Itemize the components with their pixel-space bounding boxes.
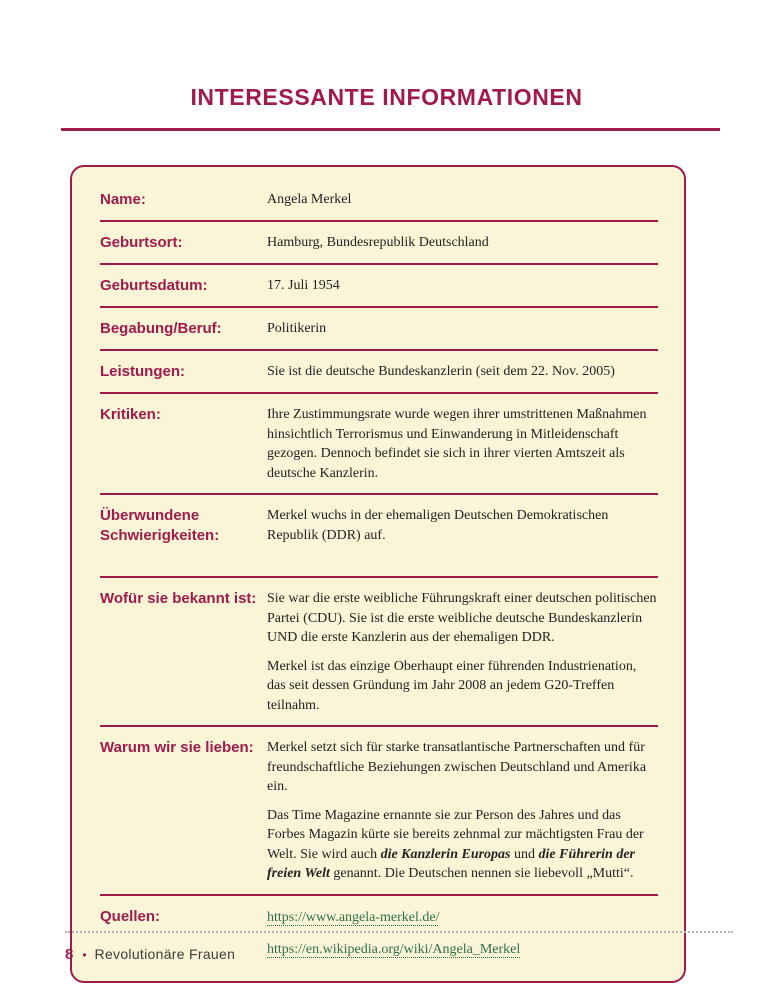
source-link[interactable]: https://www.angela-merkel.de/ xyxy=(267,909,440,925)
page-number: 8 xyxy=(65,946,74,963)
footer-bullet-icon: • xyxy=(82,948,87,962)
row-label: Name: xyxy=(100,191,146,208)
row-value xyxy=(267,188,658,210)
info-row xyxy=(100,308,658,351)
info-row xyxy=(100,222,658,265)
value-paragraph xyxy=(267,806,658,884)
info-row xyxy=(100,394,658,495)
value-paragraph: Merkel ist das einzige Oberhaupt einer führenden Industrienation, das seit dessen Gründung im Jahr 2008 an jedem G20-Treffen teilnahm. xyxy=(267,658,637,713)
row-label: Leistungen: xyxy=(100,363,185,380)
info-row xyxy=(100,578,658,727)
info-row xyxy=(100,495,658,578)
text-segment: Das Time Magazine ernannte sie zur Person des Jahres und das Forbes Magazin kürte sie bereits zehnmal zur mächtigsten Frau der Welt. Sie wird auch xyxy=(267,807,644,862)
book-title: Revolutionäre Frauen xyxy=(94,946,236,962)
info-row xyxy=(100,265,658,308)
row-value xyxy=(267,360,658,382)
emphasized-text: die Führerin der freien Welt xyxy=(267,846,635,881)
row-label: Wofür sie bekannt ist: xyxy=(100,590,257,607)
info-row xyxy=(100,351,658,394)
text-segment: genannt. Die Deutschen nennen sie liebevoll „Mutti“. xyxy=(329,866,634,881)
value-paragraph: Hamburg, Bundesrepublik Deutschland xyxy=(267,235,489,250)
source-link[interactable]: https://en.wikipedia.org/wiki/Angela_Merkel xyxy=(267,941,521,957)
row-value xyxy=(267,403,658,483)
page-footer xyxy=(65,931,733,963)
value-paragraph: Merkel setzt sich für starke transatlantische Partnerschaften und für freundschaftliche Beziehungen zwischen Deutschland und Amerika ein. xyxy=(267,740,647,794)
value-paragraph: Sie war die erste weibliche Führungskraft einer deutschen politischen Partei (CDU). Sie ist die erste weibliche deutsche Bundeskanzlerin UND die erste Kanzlerin aus der ehemaligen DDR. xyxy=(267,591,657,645)
row-value xyxy=(267,231,658,253)
info-card xyxy=(70,165,686,983)
page-title: INTERESSANTE INFORMATIONEN xyxy=(190,84,583,110)
row-value xyxy=(267,274,658,296)
row-value xyxy=(267,736,658,884)
value-paragraph: Ihre Zustimmungsrate wurde wegen ihrer umstrittenen Maßnahmen hinsichtlich Terrorismus und Einwanderung in Mitleidenschaft gezogen. Dennoch befindet sie sich in ihrer vierten Amtszeit als deutsche Kanzlerin. xyxy=(267,407,647,481)
row-label: Überwundene Schwierigkeiten: xyxy=(100,507,220,544)
row-label: Geburtsort: xyxy=(100,234,183,251)
value-paragraph: 17. Juli 1954 xyxy=(267,278,340,293)
row-label: Geburtsdatum: xyxy=(100,277,208,294)
text-segment: und xyxy=(510,846,539,862)
value-paragraph: Sie ist die deutsche Bundeskanzlerin (seit dem 22. Nov. 2005) xyxy=(267,364,615,379)
row-value xyxy=(267,317,658,339)
title-rule xyxy=(61,128,720,131)
info-row xyxy=(100,727,658,896)
row-label: Warum wir sie lieben: xyxy=(100,739,254,756)
row-value xyxy=(267,504,658,546)
row-label: Quellen: xyxy=(100,907,161,925)
value-paragraph: Angela Merkel xyxy=(267,192,352,207)
row-label: Begabung/Beruf: xyxy=(100,320,222,337)
info-row xyxy=(100,179,658,222)
value-paragraph: Merkel wuchs in der ehemaligen Deutschen Demokratischen Republik (DDR) auf. xyxy=(267,508,609,543)
row-value xyxy=(267,587,658,715)
value-paragraph: Politikerin xyxy=(267,321,327,336)
row-label: Kritiken: xyxy=(100,406,161,423)
emphasized-text: die Kanzlerin Europas xyxy=(380,846,511,862)
